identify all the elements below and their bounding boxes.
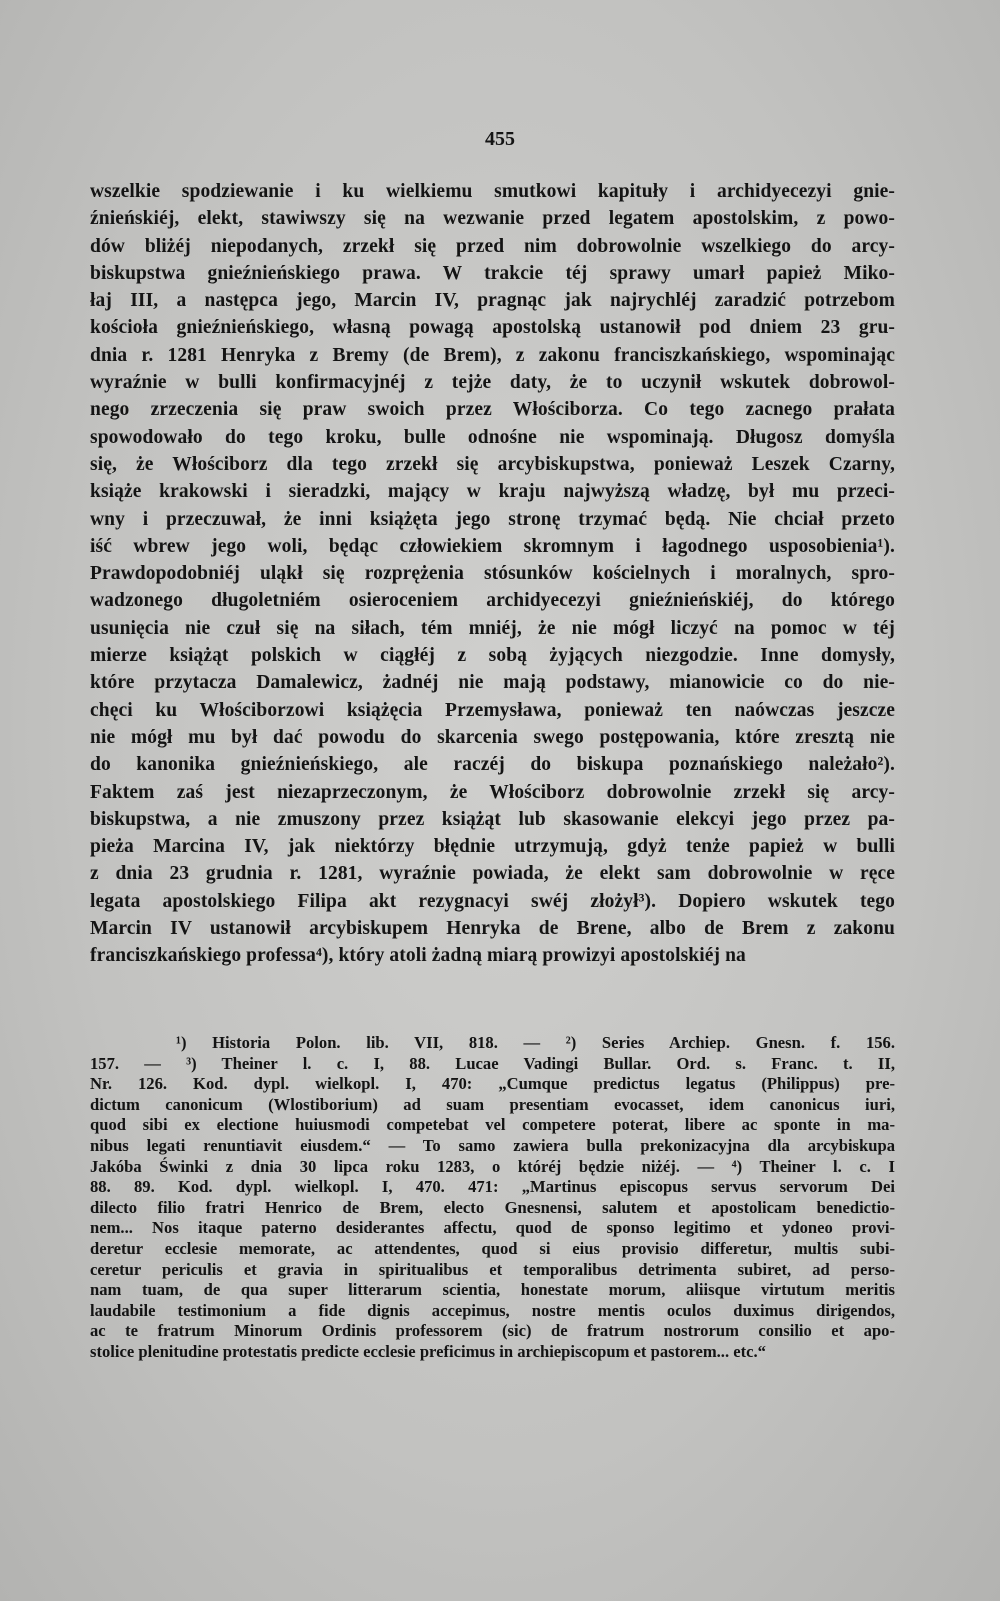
footnote-line: nibus legati renuntiavit eiusdem.“ — To samo zawiera bulla prekonizacyjna dla arcybiskupa (90, 1135, 895, 1155)
body-line: usunięcia nie czuł się na siłach, tém mniéj, że nie mógł liczyć na pomoc w téj (90, 617, 895, 639)
footnote-line: stolice plenitudine protestatis predicte ecclesie preficimus in archiepiscopum et pastorem... etc.“ (90, 1341, 766, 1361)
body-line: źnieńskiéj, elekt, stawiwszy się na wezwanie przed legatem apostolskim, z powo- (90, 208, 895, 230)
body-line: z dnia 23 grudnia r. 1281, wyraźnie powiada, że elekt sam dobrowolnie w ręce (90, 863, 895, 885)
body-line: pieża Marcina IV, jak niektórzy błędnie utrzymują, gdyż tenże papież w bulli (90, 836, 895, 858)
body-line: kościoła gnieźnieńskiego, własną powagą apostolską ustanowił pod dniem 23 gru- (90, 317, 895, 339)
footnote-line: dictum canonicum (Wlostiborium) ad suam presentiam evocasset, idem canonicus iuri, (90, 1094, 895, 1114)
footnote-line: ceretur periculis et gravia in spiritualibus et temporalibus detrimenta subiret, ad perso- (90, 1259, 895, 1279)
body-line: do kanonika gnieźnieńskiego, ale raczéj do biskupa poznańskiego należało²). (90, 754, 895, 776)
body-line: biskupstwa gnieźnieńskiego prawa. W trakcie téj sprawy umarł papież Miko- (90, 262, 895, 284)
footnote-line: quod sibi ex electione huiusmodi competebat vel competere poterat, libere ac sponte in ma- (90, 1115, 895, 1135)
body-line: Marcin IV ustanowił arcybiskupem Henryka de Brene, albo de Brem z zakonu (90, 918, 895, 940)
body-line: iść wbrew jego woli, będąc człowiekiem skromnym i łagodnego usposobienia¹). (90, 535, 895, 557)
footnote-line: Jakóba Świnki z dnia 30 lipca roku 1283, o któréj będzie niżéj. — ⁴) Theiner l. c. I (90, 1156, 895, 1176)
footnotes (90, 1033, 895, 1363)
body-line: wadzonego długoletniém osieroceniem archidyecezyi gnieźnieńskiéj, do którego (90, 590, 895, 612)
body-line: które przytacza Damalewicz, żadnéj nie mają podstawy, mianowicie co do nie- (90, 672, 895, 694)
body-line: legata apostolskiego Filipa akt rezygnacyi swéj złożył³). Dopiero wskutek tego (90, 890, 895, 912)
footnote-line: 157. — ³) Theiner l. c. I, 88. Lucae Vadingi Bullar. Ord. s. Franc. t. II, (90, 1053, 895, 1073)
body-line: nego zrzeczenia się praw swoich przez Włościborza. Co tego zacnego prałata (90, 399, 895, 421)
body-line: dnia r. 1281 Henryka z Bremy (de Brem), z zakonu franciszkańskiego, wspominając (90, 344, 895, 366)
body-line: Faktem zaś jest niezaprzeczonym, że Włościborz dobrowolnie zrzekł się arcy- (90, 781, 895, 803)
body-line: franciszkańskiego professa⁴), który atoli żadną miarą prowizyi apostolskiéj na (90, 945, 746, 967)
footnote-line: Nr. 126. Kod. dypl. wielkopl. I, 470: „Cumque predictus legatus (Philippus) pre- (90, 1074, 895, 1094)
footnote-line: laudabile testimonium a fide dignis accepimus, nostre mentis oculos duximus dirigendos, (90, 1300, 895, 1320)
body-line: się, że Włościborz dla tego zrzekł się arcybiskupstwa, ponieważ Leszek Czarny, (90, 453, 895, 475)
body-line: wyraźnie w bulli konfirmacyjnéj z tejże daty, że to uczynił wskutek dobrowol- (90, 372, 895, 394)
footnote-line: nem... Nos itaque paterno desiderantes affectu, quod de sponso legitimo et ydoneo provi- (90, 1218, 895, 1238)
page-number: 455 (485, 128, 515, 150)
body-line: nie mógł mu był dać powodu do skarcenia swego postępowania, które zresztą nie (90, 726, 895, 748)
body-line: Prawdopodobniéj uląkł się rozprężenia stósunków kościelnych i moralnych, spro- (90, 563, 895, 585)
footnote-line: nam tuam, de qua super litterarum scientia, honestate morum, aliisque virtutum meritis (90, 1280, 895, 1300)
body-line: mierze książąt polskich w ciągłéj z sobą żyjących niezgodzie. Inne domysły, (90, 645, 895, 667)
body-line: łaj III, a następca jego, Marcin IV, pragnąc jak najrychléj zaradzić potrzebom (90, 290, 895, 312)
footnote-line: 88. 89. Kod. dypl. wielkopl. I, 470. 471: „Martinus episcopus servus servorum Dei (90, 1177, 895, 1197)
body-line: biskupstwa, a nie zmuszony przez książąt lub skasowanie elekcyi jego przez pa- (90, 808, 895, 830)
body-line: wny i przeczuwał, że inni książęta jego stronę trzymać będą. Nie chciał przeto (90, 508, 895, 530)
footnote-line: ac te fratrum Minorum Ordinis professorem (sic) de fratrum nostrorum consilio et apo- (90, 1321, 895, 1341)
footnote-line: deretur ecclesie memorate, ac attendentes, quod si eius provisio differetur, multis subi- (90, 1238, 895, 1258)
footnote-line: dilecto filio fratri Henrico de Brem, electo Gnesnensi, salutem et apostolicam benedictio- (90, 1197, 895, 1217)
body-line: książe krakowski i sieradzki, mający w kraju najwyższą władzę, był mu przeci- (90, 481, 895, 503)
body-line: wszelkie spodziewanie i ku wielkiemu smutkowi kapituły i archidyecezyi gnie- (90, 181, 895, 202)
body-line: spowodowało do tego kroku, bulle odnośne nie wspominają. Długosz domyśla (90, 426, 895, 448)
footnote-line: ¹) Historia Polon. lib. VII, 818. — ²) Series Archiep. Gnesn. f. 156. (176, 1033, 895, 1052)
body-line: dów bliżéj niepodanych, zrzekł się przed nim dobrowolnie wszelkiego do arcy- (90, 235, 895, 257)
body-line: chęci ku Włościborzowi książęcia Przemysława, ponieważ ten naówczas jeszcze (90, 699, 895, 721)
body-text (90, 178, 895, 970)
